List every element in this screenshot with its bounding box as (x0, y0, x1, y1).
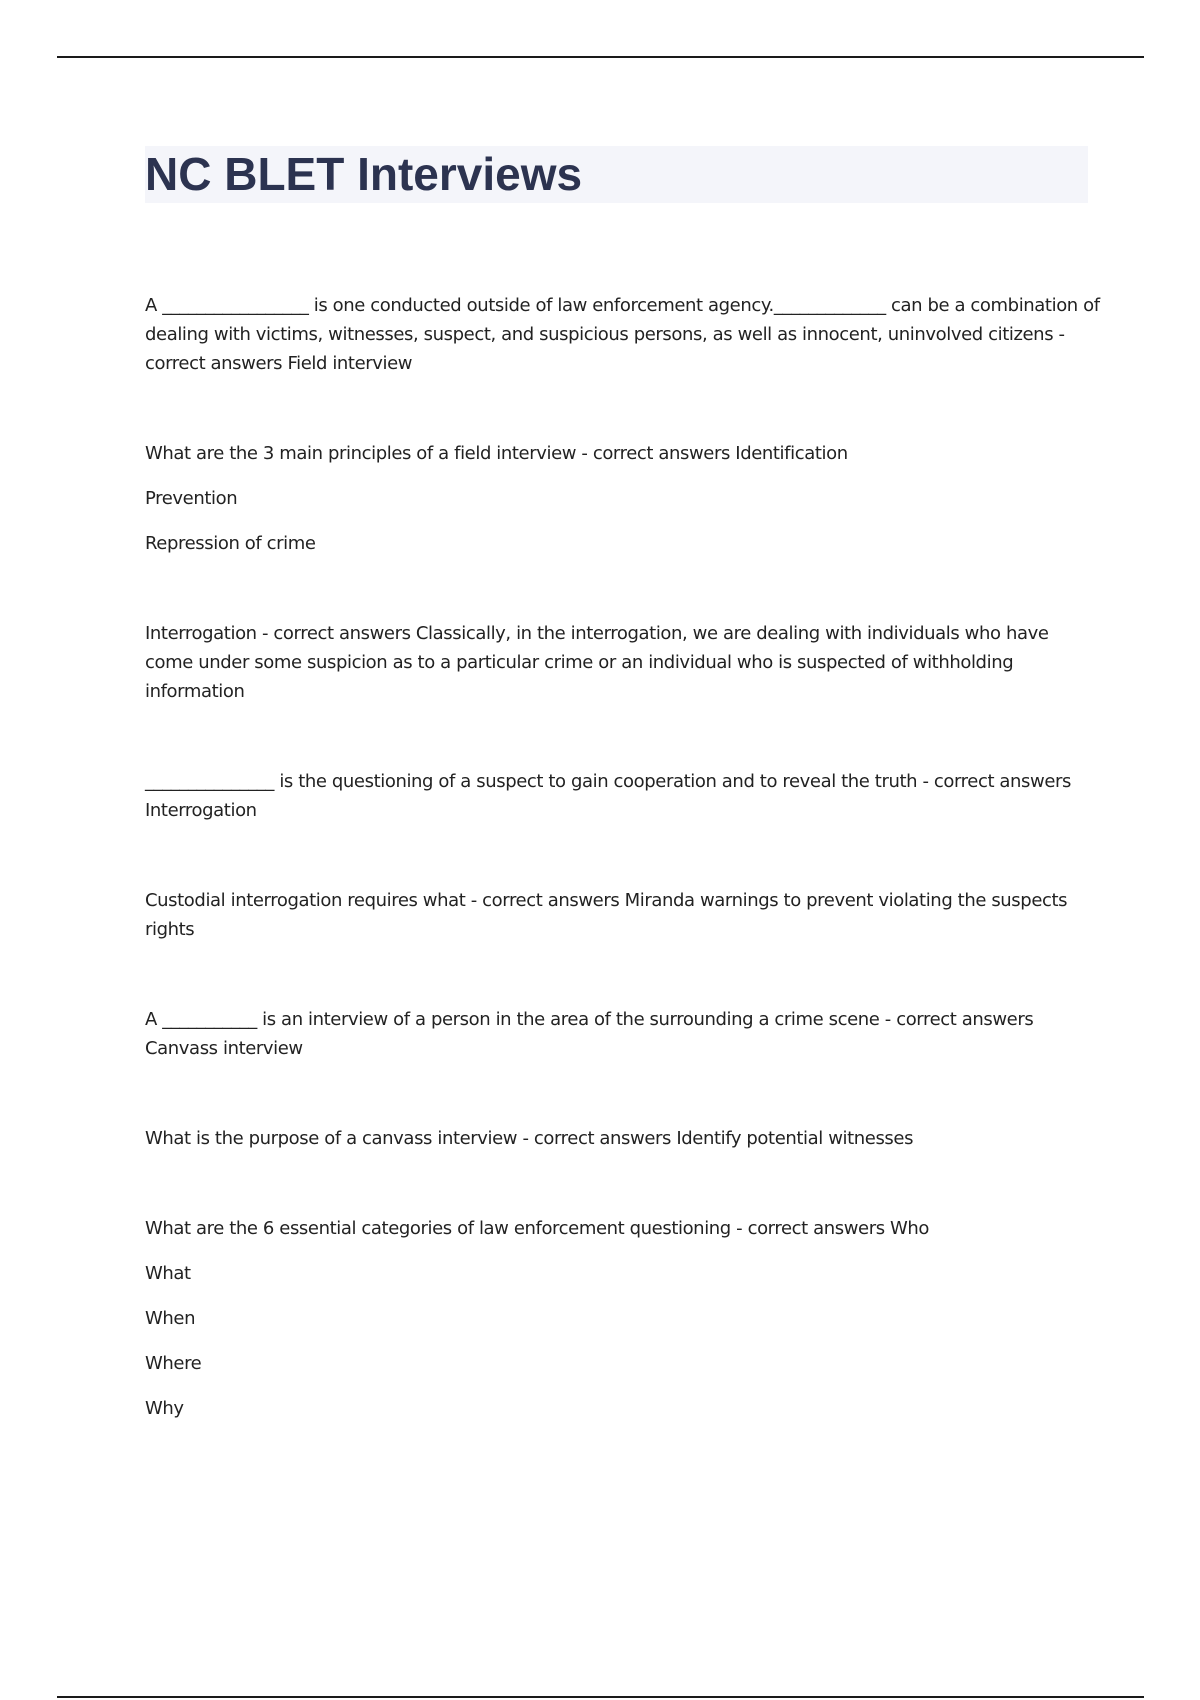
qa-text: _______________ is the questioning of a suspect to gain cooperation and to reveal the truth - correct answers Interrogation (145, 771, 1072, 821)
qa-answer-line: Prevention (145, 488, 238, 509)
qa-answer-line: When (145, 1308, 196, 1329)
card-gap (145, 825, 1100, 886)
qa-card-custodial-interrogation (145, 886, 1100, 944)
qa-text: Interrogation - correct answers Classically, in the interrogation, we are dealing with individuals who have come under some suspicion as to a particular crime or an individual who is suspected of withholding information (145, 623, 1049, 702)
card-gap (145, 378, 1100, 439)
qa-card-interrogation-definition (145, 767, 1100, 825)
qa-text: What are the 6 essential categories of law enforcement questioning - correct answers Who (145, 1218, 930, 1239)
qa-card-questioning-categories (145, 1214, 1100, 1423)
card-gap (145, 1063, 1100, 1124)
card-gap (145, 944, 1100, 1005)
card-gap (145, 1153, 1100, 1214)
qa-text: A _________________ is one conducted outside of law enforcement agency._____________ can be a combination of dealing with victims, witnesses, suspect, and suspicious persons, as well as innocent, uninvolved citizens - correct answers Field interview (145, 295, 1100, 374)
qa-answer-line: Why (145, 1398, 184, 1419)
document-title: NC BLET Interviews (145, 148, 583, 200)
qa-card-interrogation (145, 619, 1100, 706)
card-gap (145, 558, 1100, 619)
qa-card-canvass-interview (145, 1005, 1100, 1063)
qa-card-field-interview-principles (145, 439, 1100, 558)
card-gap (145, 706, 1100, 767)
qa-text: What is the purpose of a canvass interview - correct answers Identify potential witnesses (145, 1128, 914, 1149)
bottom-rule (57, 1696, 1144, 1698)
qa-answer-line: Repression of crime (145, 533, 316, 554)
qa-text: What are the 3 main principles of a field interview - correct answers Identification (145, 443, 848, 464)
qa-answer-line: What (145, 1263, 191, 1284)
qa-answer-line: Where (145, 1353, 202, 1374)
qa-text: A ___________ is an interview of a person in the area of the surrounding a crime scene - correct answers Canvass interview (145, 1009, 1034, 1059)
qa-card-canvass-purpose (145, 1124, 1100, 1153)
top-rule (57, 56, 1144, 58)
qa-text: Custodial interrogation requires what - correct answers Miranda warnings to prevent violating the suspects rights (145, 890, 1068, 940)
qa-content (145, 291, 1100, 1423)
qa-card-field-interview (145, 291, 1100, 378)
